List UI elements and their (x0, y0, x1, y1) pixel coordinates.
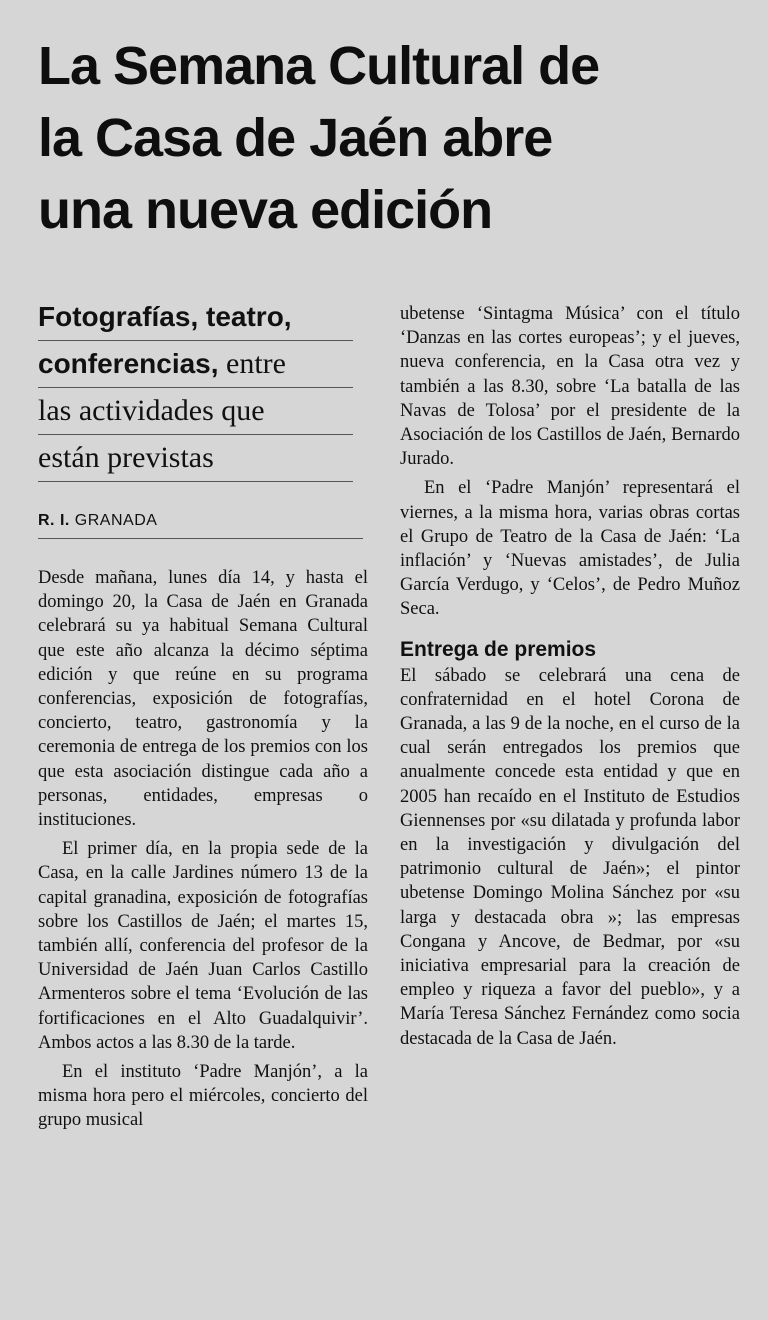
subhead-bold-1: Fotografías, teatro, (38, 301, 292, 332)
byline-initials: R. I. (38, 512, 70, 529)
byline-place: GRANADA (69, 512, 158, 529)
subhead-line-2 (38, 341, 353, 388)
body-paragraph-3: En el instituto ‘Padre Manjón’, a la misma hora pero el miércoles, concierto del grupo musical (38, 1062, 368, 1131)
subhead-line-3: las actividades que (38, 388, 353, 435)
headline-line-1: La Semana Cultural de (38, 36, 600, 96)
subheadline (38, 294, 353, 482)
subhead-line-2-rest: entre (218, 347, 286, 380)
subhead-bold-2: conferencias, (38, 348, 219, 379)
section-subtitle: Entrega de premios (400, 637, 597, 661)
subhead-line-4: están previstas (38, 435, 353, 482)
headline-line-2: la Casa de Jaén abre (38, 108, 553, 168)
body-paragraph-5: El sábado se celebrará una cena de confraternidad en el hotel Corona de Granada, a las 9 de la noche, en el curso de la cual serán entregados los premios que anualmente concede esta entidad y que en 2005 han recaído en el Instituto de Estudios Giennenses por «su dilatada y profunda labor en la investigación y divulgación del patrimonio cultural de Jaén»; el pintor ubetense Domingo Molina Sánchez por «su larga y destacada obra »; las empresas Congana y Ancove, de Bedmar, por «su iniciativa empresarial para la creación de empleo y riqueza a favor del pueblo», y a María Teresa Sánchez Fernández como socia destacada de la Casa de Jaén. (400, 665, 740, 1049)
body-paragraph-4: En el ‘Padre Manjón’ representará el viernes, a la misma hora, varias obras cortas el Grupo de Teatro de la Casa de Jaén: ‘La inflación’ y ‘Nuevas amistades’, de Julia García Verdugo, y ‘Celos’, de Pedro Muñoz Seca. (400, 478, 740, 620)
headline (38, 30, 738, 246)
subhead-line-1 (38, 294, 353, 341)
headline-line-3: una nueva edición (38, 180, 493, 240)
body-paragraph-3-continued: ubetense ‘Sintagma Música’ con el título ‘Danzas en las cortes europeas’; y el jueves, nueva conferencia, en la Casa otra vez y también a las 8.30, sobre ‘La batalla de las Navas de Tolosa’ por el presidente de la Asociación de los Castillos de Jaén, Bernardo Jurado. (400, 304, 740, 470)
body-paragraph-1: Desde mañana, lunes día 14, y hasta el domingo 20, la Casa de Jaén en Granada celebrará su ya habitual Semana Cultural que este año alcanza la décimo séptima edición y que reúne en su programa conferencias, exposición de fotografías, concierto, teatro, gastronomía y la ceremonia de entrega de los premios con los que esta asociación distingue cada año a personas, entidades, empresas o instituciones. (38, 568, 368, 831)
body-paragraph-2: El primer día, en la propia sede de la Casa, en la calle Jardines número 13 de la capital granadina, exposición de fotografías sobre los Castillos de Jaén; el martes 15, también allí, conferencia del profesor de la Universidad de Jaén Juan Carlos Castillo Armenteros sobre el tema ‘Evolución de las fortificaciones en el Alto Guadalquivir’. Ambos actos a las 8.30 de la tarde. (38, 839, 368, 1053)
column-left (38, 566, 368, 1133)
column-right (400, 302, 740, 1051)
byline (38, 512, 363, 539)
